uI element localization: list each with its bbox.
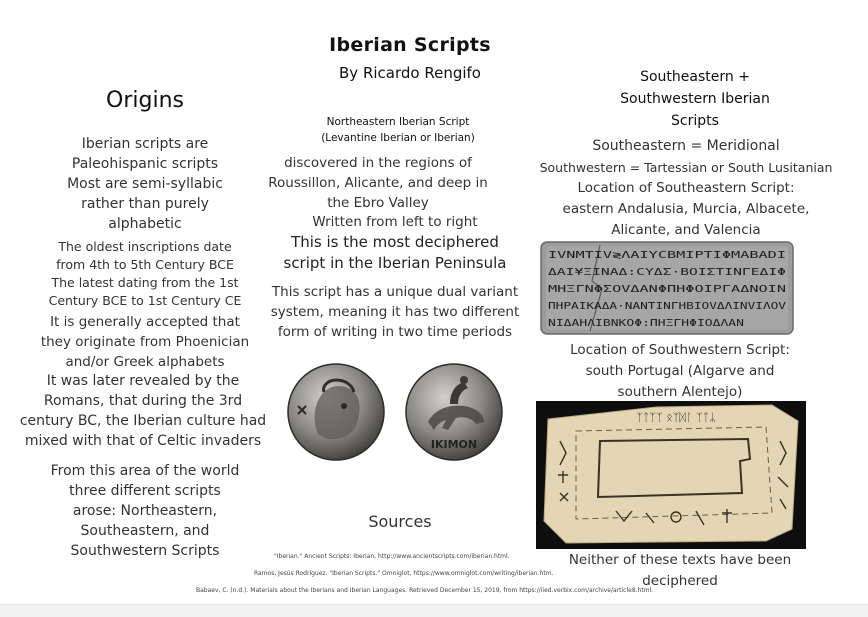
iberian-coins-image [278, 362, 528, 462]
stone-line: ΔAI¥ΞINAΔ:CYΔΣ·ΒΟΙΣΤΙΝΓΕΔΙΦ [548, 267, 787, 278]
text-line: script in the Iberian Peninsula [283, 254, 507, 272]
text-line: Southwestern Iberian [620, 91, 770, 107]
text-line: Most are semi-syllabic [67, 176, 223, 192]
text-line: Northeastern Iberian Script [326, 116, 470, 128]
text-line: This script has a unique dual variant [271, 284, 519, 300]
text-line: Century BCE to 1st Century CE [48, 293, 242, 308]
text-line: Iberian scripts are [81, 136, 209, 152]
southeastern-paragraph-1 [528, 136, 844, 157]
text-line: (Levantine Iberian or Iberian) [321, 132, 475, 144]
text-line: they originate from Phoenician [40, 334, 250, 350]
text-line: Roussillon, Alicante, and deep in [268, 175, 488, 191]
text-line: Location of Southwestern Script: [570, 342, 790, 358]
citation-2: Ramos, Jesús Rodríguez. "Iberian Scripts." Omniglot, https://www.omniglot.com/writing/iberian.htm. [254, 570, 554, 577]
southeastern-paragraph-3 [528, 178, 844, 241]
stone-line: ΝΙΔΑΗΛΙΒΝΚΟΦ:ΠΗΞΓΗΦΙΟΔΛΑΝ [548, 318, 745, 329]
citation-3: Babaev, C. (n.d.). Materials about the Iberians and Iberian Languages. Retrieved December 15, 2019, from https://iied.verbix.com/archive/article8.html. [196, 587, 654, 594]
text-line: eastern Andalusia, Murcia, Albacete, [562, 201, 810, 217]
northeastern-heading [280, 114, 516, 146]
northeastern-paragraph-4 [258, 282, 532, 342]
text-line: three different scripts [69, 483, 221, 499]
text-line: The oldest inscriptions date [58, 239, 232, 254]
text-line: Location of Southeastern Script: [577, 180, 795, 196]
stone-line: IVNMTIV≷ΛAIYCBMIPTIΦMABADI [548, 250, 786, 261]
text-line: south Portugal (Algarve and [585, 363, 775, 379]
text-line: Scripts [671, 113, 719, 129]
text-line: It was later revealed by the [46, 373, 240, 389]
text-line: southern Alentejo) [617, 384, 743, 400]
text-line: Neither of these texts have been [568, 552, 792, 568]
text-line: Alicante, and Valencia [611, 222, 761, 238]
origins-paragraph-4 [10, 371, 276, 451]
text-line: mixed with that of Celtic invaders [24, 433, 262, 449]
text-line: Southeastern, and [80, 523, 210, 539]
text-line: century BC, the Iberian culture had [19, 413, 267, 429]
text-line: Southwestern Scripts [70, 543, 220, 559]
coin-reverse [406, 364, 502, 460]
northeastern-paragraph-3 [258, 232, 532, 274]
southeastern-paragraph-4 [520, 340, 840, 403]
text-line: Southeastern + [640, 69, 750, 85]
text-line: form of writing in two time periods [277, 324, 513, 340]
coin-obverse [288, 364, 384, 460]
text-line: Romans, that during the 3rd [43, 393, 243, 409]
coin-legend: IKIMON [430, 438, 478, 451]
citation-1: "Iberian." Ancient Scripts: Iberian, http://www.ancientscripts.com/iberian.html. [274, 553, 510, 560]
southwestern-tablet-image [536, 401, 806, 549]
text-line: from 4th to 5th Century BCE [56, 257, 234, 272]
text-line: Paleohispanic scripts [71, 156, 219, 172]
text-line: the Ebro Valley [327, 195, 429, 211]
text-line: and/or Greek alphabets [65, 354, 225, 370]
page-title: Iberian Scripts [329, 34, 491, 56]
origins-paragraph-2 [14, 238, 276, 310]
text-line: From this area of the world [50, 463, 240, 479]
page-bottom-bar [0, 604, 868, 617]
text-line: Southwestern = Tartessian or South Lusitanian [539, 160, 833, 175]
text-line: The latest dating from the 1st [51, 275, 239, 290]
southeastern-paragraph-2 [528, 157, 844, 178]
stone-line: ΠΗΡΑΙΚΑΔΑ·ΝΑΝΤΙΝΓΗΒΙΟVΔΛΙΝVΙΛΟV [548, 301, 787, 312]
text-line: rather than purely [81, 196, 209, 212]
text-line: discovered in the regions of [284, 155, 472, 171]
author-line: By Ricardo Rengifo [339, 64, 481, 82]
northeastern-paragraph-1 [248, 153, 508, 213]
origins-paragraph-3 [14, 312, 276, 372]
text-line: alphabetic [108, 216, 182, 232]
text-line: arose: Northeastern, [72, 503, 218, 519]
southeastern-paragraph-5 [520, 550, 840, 592]
origins-heading: Origins [106, 88, 184, 113]
text-line: deciphered [642, 573, 718, 589]
text-line: This is the most deciphered [291, 233, 499, 251]
text-line: It is generally accepted that [50, 314, 240, 330]
text-line: Written from left to right [312, 214, 478, 230]
southeastern-stone-image [540, 241, 794, 335]
origins-paragraph-5 [14, 461, 276, 561]
southeastern-heading [590, 66, 800, 132]
tablet-script-line: ᛉᛏᛉᛉ ᛟᛉᛞᛚ ᛉᛏᛦ [636, 411, 716, 424]
origins-paragraph-1 [14, 134, 276, 234]
sources-heading: Sources [368, 512, 432, 531]
text-line: system, meaning it has two different [270, 304, 520, 320]
text-line: Southeastern = Meridional [592, 138, 780, 154]
stone-line: MHΞΓNΦΣΟVΔANΦΠΗΦΟΙΡΓΑΔΝΟΙΝ [548, 284, 787, 295]
northeastern-paragraph-2 [258, 212, 532, 232]
